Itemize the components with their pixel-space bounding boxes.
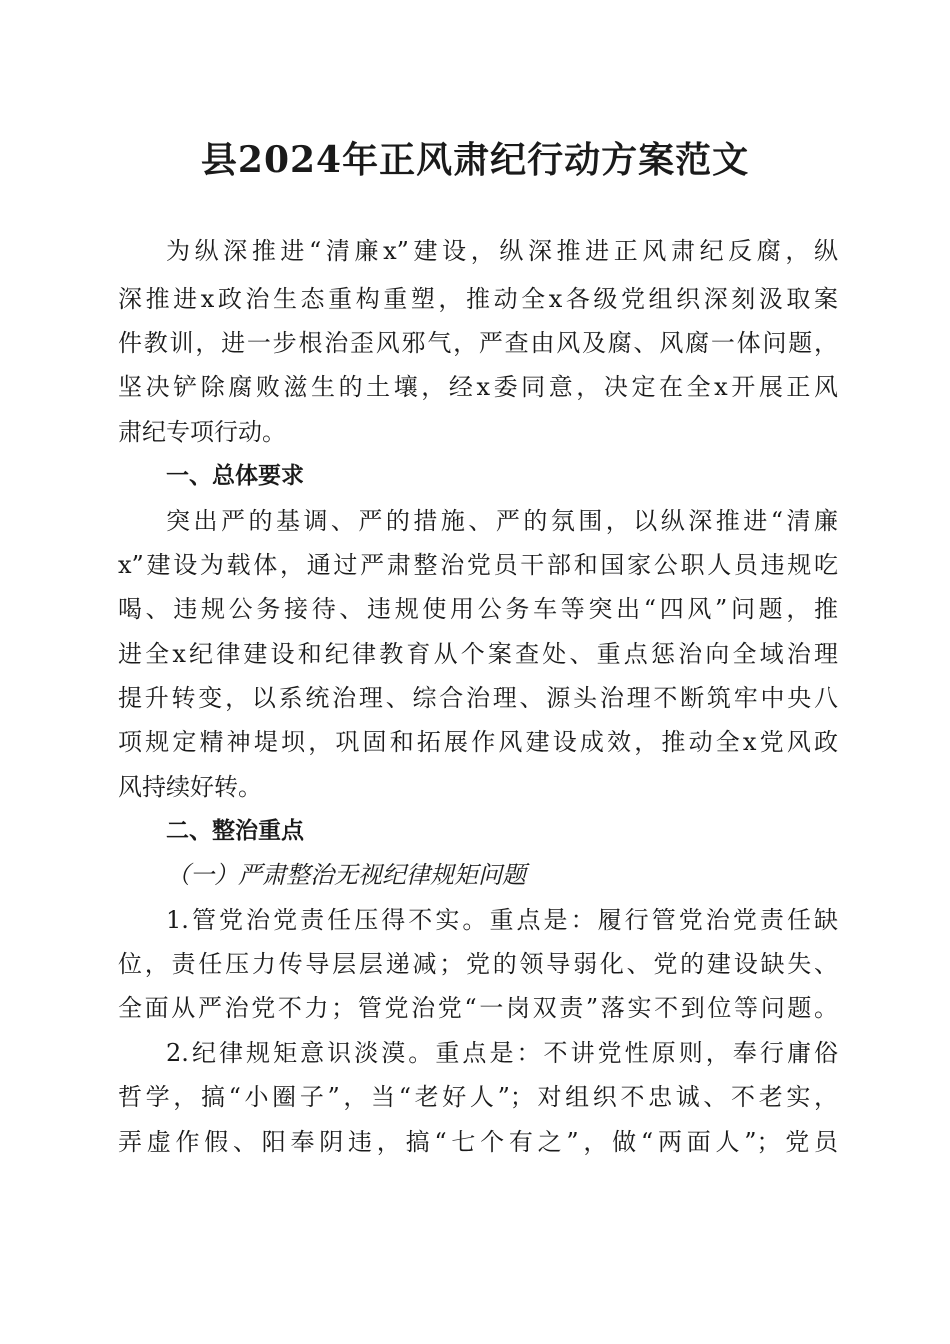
intro-line: 深推进x政治生态重构重塑，推动全x各级党组织深刻汲取案 xyxy=(118,285,838,313)
subsection-heading: （一）严肃整治无视纪律规矩问题 xyxy=(166,861,526,889)
item1-line: 1.管党治党责任压得不实。重点是：履行管党治党责任缺 xyxy=(166,906,838,934)
section-heading: 二、整治重点 xyxy=(166,818,304,844)
item2-line: 2.纪律规矩意识淡漠。重点是：不讲党性原则，奉行庸俗 xyxy=(166,1039,838,1067)
section1-line: 项规定精神堤坝，巩固和拓展作风建设成效，推动全x党风政 xyxy=(118,728,838,756)
section1-line: 提升转变，以系统治理、综合治理、源头治理不断筑牢中央八 xyxy=(118,684,838,712)
section1-line: 喝、违规公务接待、违规使用公务车等突出“四风”问题，推 xyxy=(118,595,838,623)
document-title: 县2024年正风肃纪行动方案范文 xyxy=(200,139,750,181)
intro-line: 坚决铲除腐败滋生的土壤，经x委同意，决定在全x开展正风 xyxy=(118,373,838,401)
item1-line: 位，责任压力传导层层递减；党的领导弱化、党的建设缺失、 xyxy=(118,950,838,978)
section-heading: 一、总体要求 xyxy=(166,463,304,489)
intro-line: 肃纪专项行动。 xyxy=(118,418,286,446)
intro-line: 为纵深推进“清廉x”建设，纵深推进正风肃纪反腐，纵 xyxy=(166,237,838,265)
item2-line: 弄虚作假、阳奉阴违，搞“七个有之”，做“两面人”；党员 xyxy=(118,1128,838,1156)
item1-line: 全面从严治党不力；管党治党“一岗双责”落实不到位等问题。 xyxy=(118,994,838,1022)
section1-line: x”建设为载体，通过严肃整治党员干部和国家公职人员违规吃 xyxy=(118,551,838,579)
section1-line: 突出严的基调、严的措施、严的氛围，以纵深推进“清廉 xyxy=(166,507,838,535)
item2-line: 哲学，搞“小圈子”，当“老好人”；对组织不忠诚、不老实， xyxy=(118,1083,838,1111)
intro-line: 件教训，进一步根治歪风邪气，严查由风及腐、风腐一体问题， xyxy=(118,329,838,357)
section1-line: 进全x纪律建设和纪律教育从个案查处、重点惩治向全域治理 xyxy=(118,640,838,668)
section1-line: 风持续好转。 xyxy=(118,773,262,801)
